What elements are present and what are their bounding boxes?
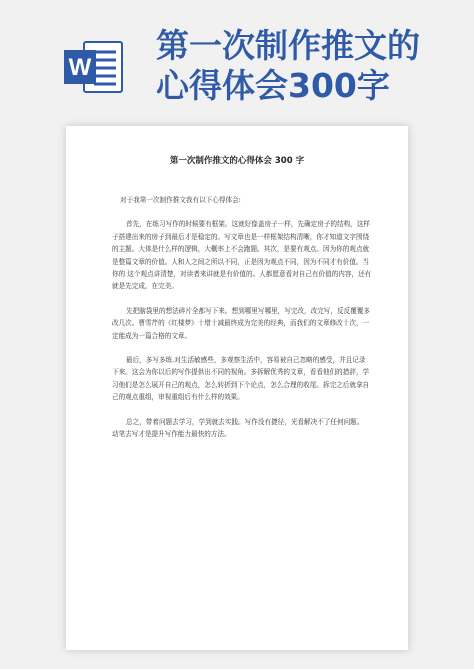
document-intro: 对于我第一次制作推文我有以下心得体会: bbox=[120, 196, 241, 204]
document-title: 第一次制作推文的心得体会 300 字 bbox=[169, 156, 305, 166]
word-document-icon bbox=[64, 40, 124, 94]
banner-title-line-1: 第一次制作推文的 bbox=[156, 26, 420, 65]
document-page bbox=[66, 126, 408, 650]
banner bbox=[0, 0, 474, 112]
document-paragraph: 最后，多写多练.对生活敏感些，多观察生活中，容易被自己忽略的感受，并且记录下来。这会为你以后的写作提供出不同的视角。多拆解优秀的文章，看看他们的措辞，学习他们是怎么展开自己的观点，怎么转折到下个论点，怎么合理的收尾。拆完之后就拿自己的观点重组，审视重组后有什么样的效果。 bbox=[112, 356, 370, 402]
document-body bbox=[112, 194, 372, 453]
word-icon-letter: W bbox=[68, 54, 92, 81]
document-paragraph: 总之，带着问题去学习，学到就去实践。写作没有捷径，光看解决不了任何问题。 动笔去写才是提升写作能力最快的方法。 bbox=[112, 417, 364, 439]
document-paragraph: 先把脑袋里的想法碎片全都写下来。想到哪里写哪里，写完改，改完写，反反覆覆多改几次。曹雪芹的《红楼梦》十增十减最终成为完美的经典，而我们的文章修改十次，一定能成为一篇合格的文章。 bbox=[112, 306, 370, 340]
document-paragraph: 首先，在练习写作的时候要有框架。这就好像盖房子一样，先确定房子的结构，这样子搭建出来的房子到最后才是稳定的。写文章也是一样框架结构清晰，你才知道文字围绕的主题。大体是什么样的逻辑，大概率上不会跑题。其次，是要有观点。因为你的观点就是整篇文章的价值。人和人之间之所以不同，正是因为观点不同，因为不同才有价值。当你的 这个观点讲清楚，对读者来讲就是有价值的。人都愿意看对自己有价值的内容，还有就是先完成，在完美。 bbox=[112, 220, 372, 291]
banner-title bbox=[156, 26, 456, 106]
banner-title-line-2: 心得体会300字 bbox=[156, 66, 390, 105]
